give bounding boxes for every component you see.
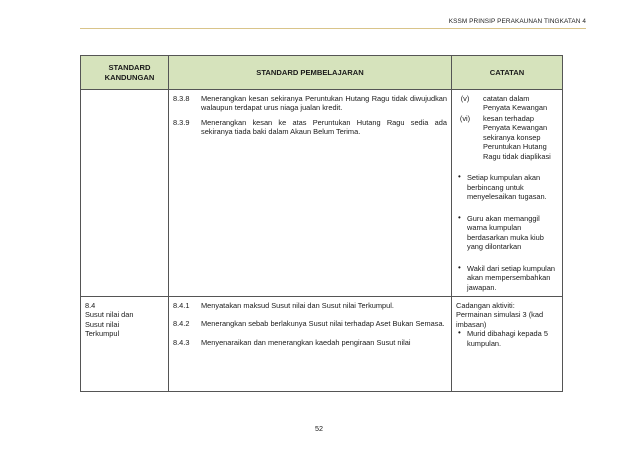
learning-item: [173, 338, 447, 347]
header-notes: CATATAN: [452, 56, 563, 90]
content-standard-cell: [81, 90, 169, 297]
note-line: Permainan simulasi 3 (kad imbasan): [456, 310, 544, 329]
note-bullet: • Guru akan memanggil warna kumpulan berdasarkan muka kiub yang dilontarkan: [458, 212, 544, 252]
syllabus-table: [80, 55, 563, 392]
bullet-icon: •: [458, 328, 461, 338]
header-rule: [80, 28, 586, 29]
note-roman-item: (v) catatan dalam Penyata Kewangan: [460, 94, 548, 113]
learning-code: 8.4.2: [173, 319, 190, 329]
content-standard-cell: [81, 296, 169, 391]
learning-item: [173, 301, 447, 310]
notes-cell: [452, 90, 563, 297]
learning-standard-cell: [169, 90, 452, 297]
learning-text: Menerangkan kesan ke atas Peruntukan Hutang Ragu sedia ada sekiranya tiada baki dalam Akaun Belum Terima.: [201, 117, 447, 137]
learning-code: 8.4.1: [173, 300, 190, 310]
page-number: 52: [315, 424, 323, 433]
bullet-icon: •: [458, 172, 461, 182]
learning-item: [173, 319, 447, 328]
learning-text: Menyatakan maksud Susut nilai dan Susut nilai Terkumpul.: [201, 300, 394, 310]
table-header-row: [81, 56, 563, 90]
running-header: KSSM PRINSIP PERAKAUNAN TINGKATAN 4: [448, 18, 586, 25]
learning-item: [173, 118, 447, 137]
learning-code: 8.4.3: [173, 337, 190, 347]
bullet-icon: •: [458, 262, 461, 272]
learning-standard-cell: [169, 296, 452, 391]
learning-code: 8.3.9: [173, 117, 190, 127]
bullet-icon: •: [458, 212, 461, 222]
content-standard-code: 8.4: [85, 300, 96, 310]
notes-cell: [452, 296, 563, 391]
note-roman-item: (vi) kesan terhadap Penyata Kewangan sekiranya konsep Peruntukan Hutang Ragu tidak diaplikasi: [459, 113, 551, 161]
note-bullet: • Wakil dari setiap kumpulan akan mempersembahkan jawapan.: [458, 262, 556, 292]
learning-text: Menerangkan kesan sekiranya Peruntukan Hutang Ragu tidak diwujudkan walaupun terdapat urus niaga jualan kredit.: [201, 94, 447, 113]
learning-code: 8.3.8: [173, 94, 190, 103]
note-line: Cadangan aktiviti:: [456, 300, 515, 310]
note-bullet: • Setiap kumpulan akan berbincang untuk menyelesaikan tugasan.: [458, 172, 547, 202]
note-bullet: • Murid dibahagi kepada 5 kumpulan.: [458, 328, 548, 348]
header-learning-standard: STANDARD PEMBELAJARAN: [169, 56, 452, 90]
header-content-standard: STANDARD KANDUNGAN: [81, 56, 169, 90]
content-standard-title: Susut nilai dan Susut nilai Terkumpul: [85, 310, 134, 339]
table-row: [81, 296, 563, 391]
table-row: [81, 90, 563, 297]
learning-text: Menerangkan sebab berlakunya Susut nilai terhadap Aset Bukan Semasa.: [201, 319, 445, 329]
learning-text: Menyenaraikan dan menerangkan kaedah pengiraan Susut nilai: [201, 337, 411, 347]
learning-item: [173, 94, 447, 113]
